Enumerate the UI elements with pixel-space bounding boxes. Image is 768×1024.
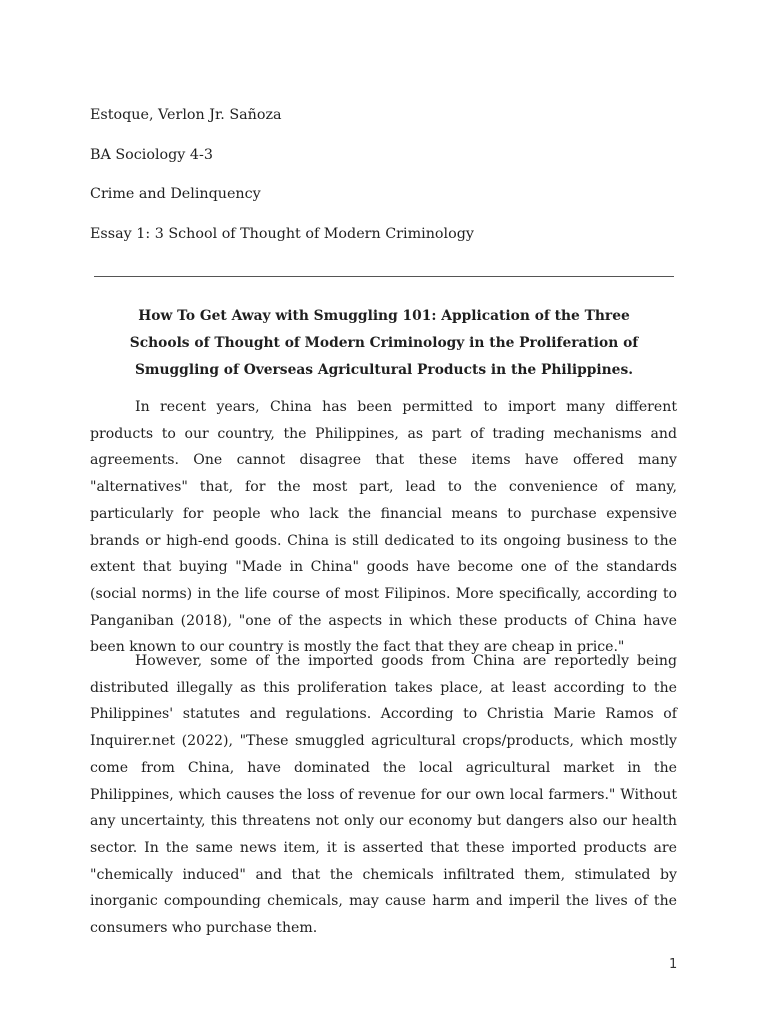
subject-name: Crime and Delinquency — [90, 186, 261, 202]
body-paragraph: However, some of the imported goods from China are reportedly being distributed illegally as this proliferation takes place, at least according to the Philippines' statutes and regulations. According to Christia Marie Ramos of Inquirer.net (2022), "These smuggled agricultural crops/products, which mostly come from China, have dominated the local agricultural market in the Philippines, which causes the loss of revenue for our own local farmers." Without any uncertainty, this threatens not only our economy but dangers also our health sector. In the same news item, it is asserted that these imported products are "chemically induced" and that the chemicals infiltrated them, stimulated by inorganic compounding chemicals, may cause harm and imperil the lives of the consumers who purchase them. — [90, 653, 677, 937]
assignment-title: Essay 1: 3 School of Thought of Modern Criminology — [90, 226, 474, 242]
essay-title — [120, 303, 648, 384]
essay-title-line: How To Get Away with Smuggling 101: Application of the Three — [138, 308, 630, 324]
course-section: BA Sociology 4-3 — [90, 147, 213, 163]
page-number: 1 — [669, 957, 678, 972]
essay-title-line: Smuggling of Overseas Agricultural Products in the Philippines. — [134, 362, 634, 378]
essay-title-line: Schools of Thought of Modern Criminology in the Proliferation of — [129, 335, 639, 351]
author-name: Estoque, Verlon Jr. Sañoza — [90, 107, 282, 123]
horizontal-divider — [94, 276, 674, 277]
body-paragraph: In recent years, China has been permitted to import many different products to our country, the Philippines, as part of trading mechanisms and agreements. One cannot disagree that these items have offered many "alternatives" that, for the most part, lead to the convenience of many, particularly for people who lack the financial means to purchase expensive brands or high-end goods. China is still dedicated to its ongoing business to the extent that buying "Made in China" goods have become one of the standards (social norms) in the life course of most Filipinos. More specifically, according to Panganiban (2018), "one of the aspects in which these products of China have been known to our country is mostly the fact that they are cheap in price." — [90, 399, 677, 656]
